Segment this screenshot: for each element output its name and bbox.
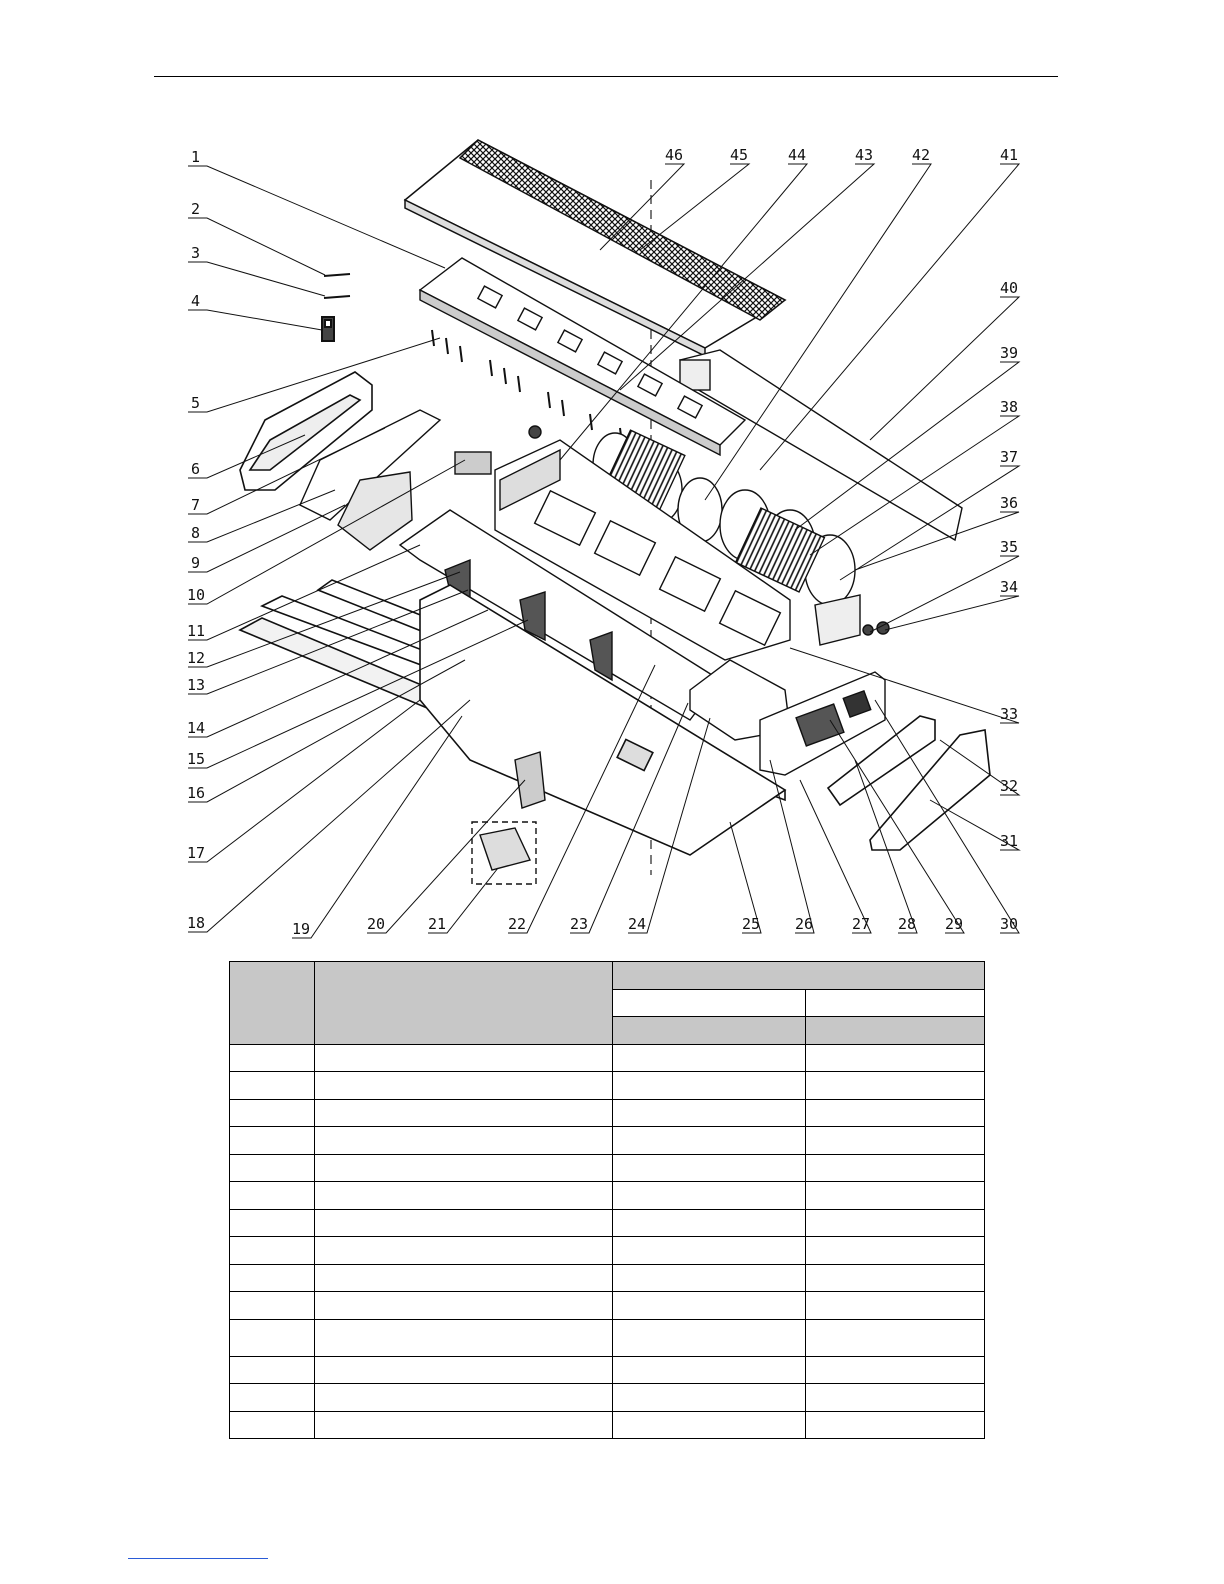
callout-4: 4 — [191, 292, 201, 310]
callout-21: 21 — [428, 915, 447, 933]
header-sub-b — [806, 989, 985, 1017]
callout-6: 6 — [191, 460, 201, 478]
callout-44: 44 — [788, 146, 807, 164]
callout-36: 36 — [1000, 494, 1019, 512]
callout-23: 23 — [570, 915, 589, 933]
callout-28: 28 — [898, 915, 917, 933]
callout-37: 37 — [1000, 448, 1019, 466]
callout-35: 35 — [1000, 538, 1019, 556]
table-row — [230, 1292, 985, 1320]
part-2-3-4-accessories — [322, 274, 350, 341]
table-row — [230, 1072, 985, 1100]
header-code-b — [806, 1017, 985, 1045]
callout-39: 39 — [1000, 344, 1019, 362]
callout-9: 9 — [191, 554, 201, 572]
table-row — [230, 1319, 985, 1356]
callout-18: 18 — [187, 914, 206, 932]
callout-3: 3 — [191, 244, 201, 262]
callout-24: 24 — [628, 915, 647, 933]
callout-2: 2 — [191, 200, 201, 218]
callout-41: 41 — [1000, 146, 1019, 164]
parts-table — [229, 961, 985, 1439]
callout-38: 38 — [1000, 398, 1019, 416]
callout-10: 10 — [187, 586, 206, 604]
callout-5: 5 — [191, 394, 201, 412]
header-group — [613, 962, 985, 990]
table-row — [230, 1384, 985, 1412]
header-description — [315, 962, 613, 1045]
table-row — [230, 1411, 985, 1439]
table-row — [230, 1127, 985, 1155]
header-sub-a — [613, 989, 806, 1017]
table-row — [230, 1044, 985, 1072]
callout-30: 30 — [1000, 915, 1019, 933]
callout-7: 7 — [191, 496, 201, 514]
table-row — [230, 1182, 985, 1210]
callout-13: 13 — [187, 676, 206, 694]
callout-29: 29 — [945, 915, 964, 933]
callout-22: 22 — [508, 915, 527, 933]
callout-45: 45 — [730, 146, 749, 164]
callout-42: 42 — [912, 146, 931, 164]
callout-17: 17 — [187, 844, 206, 862]
callout-26: 26 — [795, 915, 814, 933]
callout-33: 33 — [1000, 705, 1019, 723]
callout-16: 16 — [187, 784, 206, 802]
part-46-grille-panel — [405, 140, 785, 356]
callout-12: 12 — [187, 649, 206, 667]
callout-43: 43 — [855, 146, 874, 164]
header-no — [230, 962, 315, 1045]
header-code-a — [613, 1017, 806, 1045]
table-row — [230, 1209, 985, 1237]
table-row — [230, 1264, 985, 1292]
callout-34: 34 — [1000, 578, 1019, 596]
callout-1: 1 — [191, 148, 201, 166]
table-row — [230, 1154, 985, 1182]
callout-14: 14 — [187, 719, 206, 737]
callout-11: 11 — [187, 622, 206, 640]
table-row — [230, 1356, 985, 1384]
table-row — [230, 1237, 985, 1265]
callout-27: 27 — [852, 915, 871, 933]
callout-25: 25 — [742, 915, 761, 933]
callout-31: 31 — [1000, 832, 1019, 850]
callout-8: 8 — [191, 524, 201, 542]
callout-40: 40 — [1000, 279, 1019, 297]
callout-46: 46 — [665, 146, 684, 164]
callout-19: 19 — [292, 920, 311, 938]
callout-32: 32 — [1000, 777, 1019, 795]
footer-rule — [128, 1558, 268, 1559]
table-row — [230, 1099, 985, 1127]
callout-15: 15 — [187, 750, 206, 768]
callout-20: 20 — [367, 915, 386, 933]
